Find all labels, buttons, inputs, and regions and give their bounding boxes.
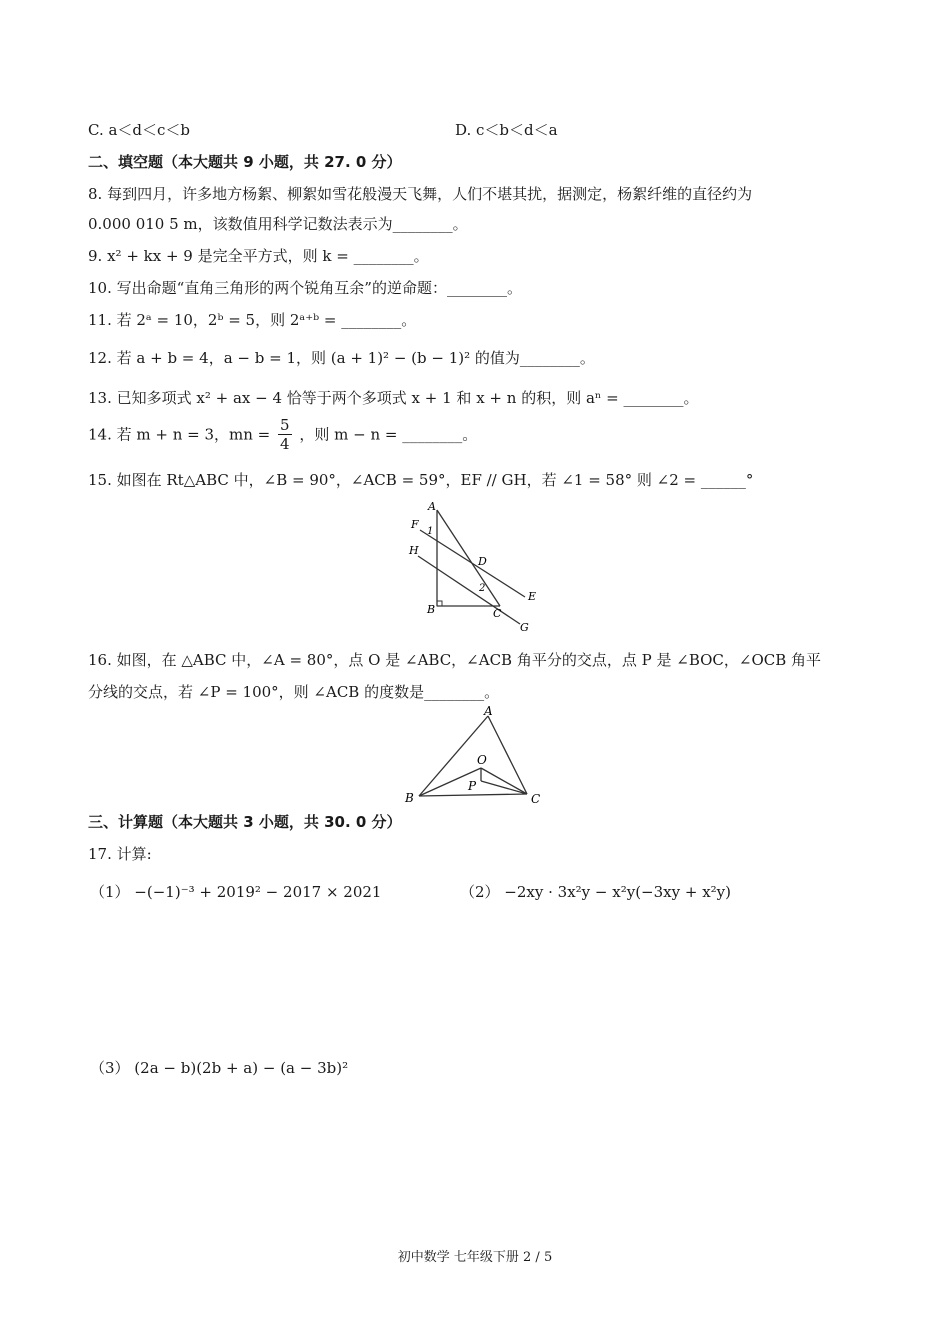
option-d: D. c＜b＜d＜a [455, 121, 558, 139]
q15: 15. 如图在 Rt△ABC 中，∠B = 90°，∠ACB = 59°，EF // GH，若 ∠1 = 58° 则 ∠2 = ______° [88, 471, 754, 489]
label-H: H [409, 544, 419, 557]
q12: 12. 若 a + b = 4，a − b = 1，则 (a + 1)² − (b − 1)² 的值为________。 [88, 349, 595, 367]
q14-post: ，则 m − n = ________。 [299, 425, 478, 444]
q17-part-2: （2） −2xy · 3x²y − x²y(−3xy + x²y) [460, 883, 732, 901]
label-F: F [411, 518, 419, 531]
label-B: B [427, 603, 436, 616]
q17-part-3: （3） (2a − b)(2b + a) − (a − 3b)² [90, 1059, 349, 1077]
q17-part-1: （1） −(−1)⁻³ + 2019² − 2017 × 2021 [90, 883, 382, 901]
q8-line1: 8. 每到四月，许多地方杨絮、柳絮如雪花般漫天飞舞，人们不堪其扰，据测定，杨絮纤维的直径约为 [88, 185, 753, 203]
q11: 11. 若 2ᵃ = 10，2ᵇ = 5，则 2ᵃ⁺ᵇ = ________。 [88, 311, 417, 329]
label-C: C [531, 792, 541, 806]
section-2-title: 二、填空题（本大题共 9 小题，共 27. 0 分） [88, 153, 402, 171]
q14-fraction [278, 416, 292, 453]
q8-line2: 0.000 010 5 m，该数值用科学记数法表示为________。 [88, 215, 468, 233]
q16-line1: 16. 如图，在 △ABC 中，∠A = 80°，点 O 是 ∠ABC，∠ACB 角平分的交点，点 P 是 ∠BOC，∠OCB 角平 [88, 651, 822, 669]
q9: 9. x² + kx + 9 是完全平方式，则 k = ________。 [88, 247, 429, 265]
label-A: A [428, 500, 436, 513]
q14-numerator: 5 [280, 416, 290, 434]
label-P: P [468, 779, 477, 793]
label-A: A [484, 704, 493, 718]
q15-figure [400, 500, 550, 635]
section-3-title: 三、计算题（本大题共 3 小题，共 30. 0 分） [88, 813, 402, 831]
label-1: 1 [427, 526, 434, 537]
label-G: G [520, 621, 529, 634]
label-C: C [493, 607, 502, 620]
label-2: 2 [479, 583, 486, 594]
q10: 10. 写出命题“直角三角形的两个锐角互余”的逆命题：________。 [88, 279, 522, 297]
q16-line2: 分线的交点，若 ∠P = 100°，则 ∠ACB 的度数是________。 [88, 683, 500, 701]
q14 [88, 416, 477, 460]
q14-denominator: 4 [280, 435, 290, 453]
label-D: D [478, 555, 487, 568]
label-O: O [477, 753, 487, 767]
option-c: C. a＜d＜c＜b [88, 121, 191, 139]
q17-title: 17. 计算: [88, 845, 152, 863]
q16-figure [400, 702, 550, 807]
q14-pre: 14. 若 m + n = 3，mn = [88, 425, 271, 444]
q13: 13. 已知多项式 x² + ax − 4 恰等于两个多项式 x + 1 和 x + n 的积，则 aⁿ = ________。 [88, 389, 699, 407]
label-B: B [405, 791, 414, 805]
label-E: E [528, 590, 537, 603]
page-footer: 初中数学 七年级下册 2 / 5 [397, 1250, 553, 1265]
